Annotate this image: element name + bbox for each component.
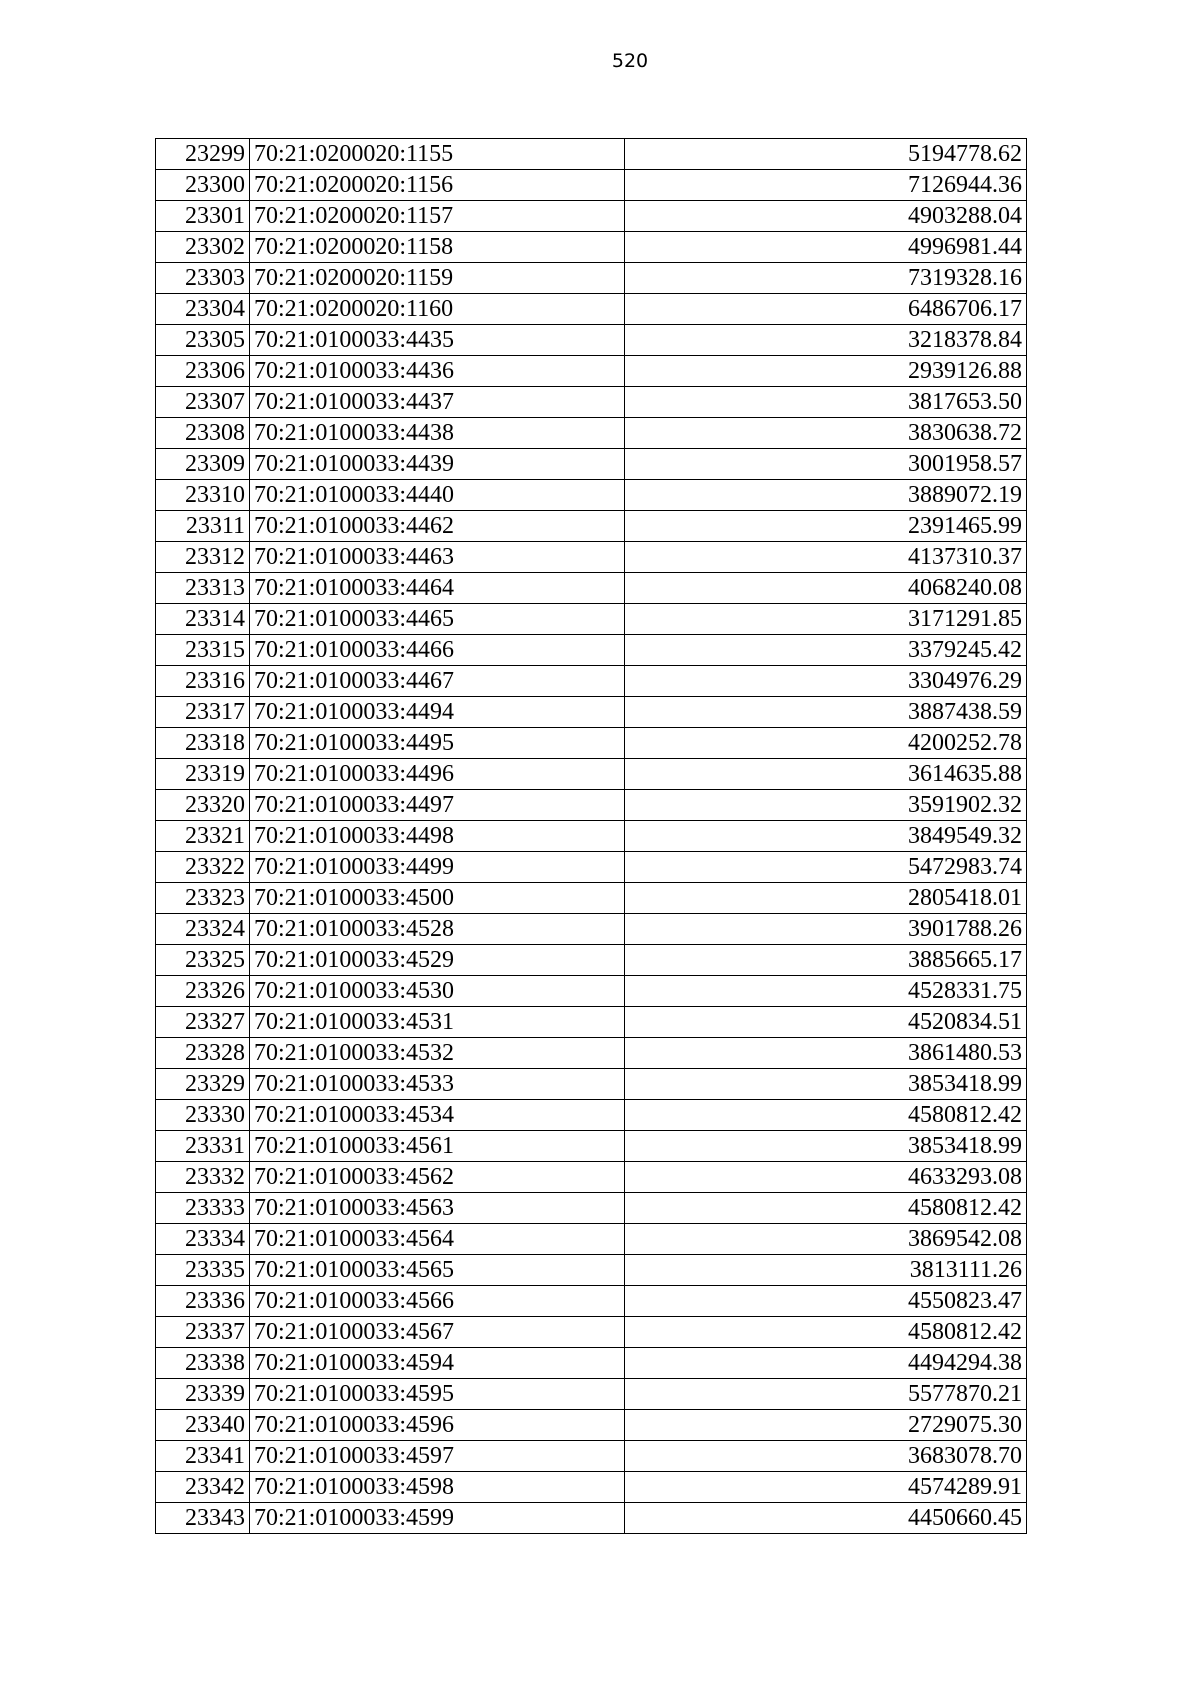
table-row	[156, 1503, 1027, 1534]
cadastral-number-cell: 70:21:0100033:4563	[250, 1193, 625, 1224]
table-row	[156, 573, 1027, 604]
table-row	[156, 1007, 1027, 1038]
cadastral-value-cell: 5472983.74	[625, 852, 1027, 883]
table-body	[156, 139, 1027, 1534]
row-number-cell: 23327	[156, 1007, 250, 1038]
cadastral-value-cell: 4528331.75	[625, 976, 1027, 1007]
cadastral-value-cell: 4068240.08	[625, 573, 1027, 604]
cadastral-value-cell: 3683078.70	[625, 1441, 1027, 1472]
table-row	[156, 635, 1027, 666]
row-number-cell: 23328	[156, 1038, 250, 1069]
cadastral-value-cell: 4903288.04	[625, 201, 1027, 232]
cadastral-value-cell: 4633293.08	[625, 1162, 1027, 1193]
cadastral-value-cell: 3591902.32	[625, 790, 1027, 821]
table-row	[156, 170, 1027, 201]
cadastral-number-cell: 70:21:0200020:1155	[250, 139, 625, 170]
cadastral-number-cell: 70:21:0100033:4439	[250, 449, 625, 480]
row-number-cell: 23334	[156, 1224, 250, 1255]
cadastral-value-cell: 3861480.53	[625, 1038, 1027, 1069]
table-row	[156, 1472, 1027, 1503]
cadastral-number-cell: 70:21:0100033:4497	[250, 790, 625, 821]
table-row	[156, 1224, 1027, 1255]
cadastral-number-cell: 70:21:0100033:4437	[250, 387, 625, 418]
row-number-cell: 23320	[156, 790, 250, 821]
cadastral-number-cell: 70:21:0200020:1158	[250, 232, 625, 263]
table-row	[156, 449, 1027, 480]
cadastral-number-cell: 70:21:0200020:1156	[250, 170, 625, 201]
cadastral-value-cell: 3171291.85	[625, 604, 1027, 635]
row-number-cell: 23341	[156, 1441, 250, 1472]
table-row	[156, 1038, 1027, 1069]
table-row	[156, 263, 1027, 294]
row-number-cell: 23317	[156, 697, 250, 728]
row-number-cell: 23306	[156, 356, 250, 387]
cadastral-value-cell: 3830638.72	[625, 418, 1027, 449]
table-row	[156, 542, 1027, 573]
table-row	[156, 821, 1027, 852]
row-number-cell: 23308	[156, 418, 250, 449]
row-number-cell: 23311	[156, 511, 250, 542]
cadastral-number-cell: 70:21:0100033:4598	[250, 1472, 625, 1503]
row-number-cell: 23331	[156, 1131, 250, 1162]
row-number-cell: 23300	[156, 170, 250, 201]
row-number-cell: 23304	[156, 294, 250, 325]
table-row	[156, 1131, 1027, 1162]
cadastral-value-cell: 4580812.42	[625, 1100, 1027, 1131]
row-number-cell: 23332	[156, 1162, 250, 1193]
row-number-cell: 23335	[156, 1255, 250, 1286]
cadastral-number-cell: 70:21:0100033:4594	[250, 1348, 625, 1379]
cadastral-value-cell: 2939126.88	[625, 356, 1027, 387]
cadastral-value-cell: 3379245.42	[625, 635, 1027, 666]
cadastral-value-cell: 5194778.62	[625, 139, 1027, 170]
cadastral-value-cell: 4580812.42	[625, 1193, 1027, 1224]
cadastral-value-cell: 3901788.26	[625, 914, 1027, 945]
row-number-cell: 23314	[156, 604, 250, 635]
cadastral-number-cell: 70:21:0100033:4564	[250, 1224, 625, 1255]
cadastral-number-cell: 70:21:0100033:4436	[250, 356, 625, 387]
table-row	[156, 511, 1027, 542]
table-row	[156, 1162, 1027, 1193]
cadastral-number-cell: 70:21:0100033:4499	[250, 852, 625, 883]
cadastral-number-cell: 70:21:0100033:4528	[250, 914, 625, 945]
cadastral-value-cell: 2805418.01	[625, 883, 1027, 914]
cadastral-number-cell: 70:21:0100033:4462	[250, 511, 625, 542]
table-row	[156, 976, 1027, 1007]
row-number-cell: 23318	[156, 728, 250, 759]
row-number-cell: 23313	[156, 573, 250, 604]
row-number-cell: 23310	[156, 480, 250, 511]
table-row	[156, 139, 1027, 170]
cadastral-number-cell: 70:21:0100033:4561	[250, 1131, 625, 1162]
row-number-cell: 23329	[156, 1069, 250, 1100]
cadastral-number-cell: 70:21:0100033:4495	[250, 728, 625, 759]
table-row	[156, 1255, 1027, 1286]
table-row	[156, 1441, 1027, 1472]
cadastral-number-cell: 70:21:0100033:4596	[250, 1410, 625, 1441]
row-number-cell: 23340	[156, 1410, 250, 1441]
cadastral-value-cell: 2391465.99	[625, 511, 1027, 542]
row-number-cell: 23324	[156, 914, 250, 945]
row-number-cell: 23325	[156, 945, 250, 976]
cadastral-number-cell: 70:21:0100033:4532	[250, 1038, 625, 1069]
cadastral-value-cell: 3869542.08	[625, 1224, 1027, 1255]
table-row	[156, 852, 1027, 883]
row-number-cell: 23338	[156, 1348, 250, 1379]
cadastral-number-cell: 70:21:0100033:4565	[250, 1255, 625, 1286]
cadastral-number-cell: 70:21:0100033:4463	[250, 542, 625, 573]
table-row	[156, 1317, 1027, 1348]
row-number-cell: 23305	[156, 325, 250, 356]
cadastral-value-cell: 4200252.78	[625, 728, 1027, 759]
table-row	[156, 1286, 1027, 1317]
cadastral-value-table	[155, 138, 1027, 1534]
table-row	[156, 232, 1027, 263]
row-number-cell: 23301	[156, 201, 250, 232]
cadastral-value-cell: 3304976.29	[625, 666, 1027, 697]
cadastral-value-cell: 3885665.17	[625, 945, 1027, 976]
cadastral-number-cell: 70:21:0100033:4438	[250, 418, 625, 449]
row-number-cell: 23337	[156, 1317, 250, 1348]
cadastral-value-cell: 3813111.26	[625, 1255, 1027, 1286]
cadastral-number-cell: 70:21:0100033:4465	[250, 604, 625, 635]
row-number-cell: 23302	[156, 232, 250, 263]
row-number-cell: 23323	[156, 883, 250, 914]
table-row	[156, 666, 1027, 697]
row-number-cell: 23343	[156, 1503, 250, 1534]
row-number-cell: 23336	[156, 1286, 250, 1317]
cadastral-value-cell: 3853418.99	[625, 1131, 1027, 1162]
cadastral-value-cell: 4494294.38	[625, 1348, 1027, 1379]
cadastral-value-cell: 3887438.59	[625, 697, 1027, 728]
row-number-cell: 23307	[156, 387, 250, 418]
row-number-cell: 23333	[156, 1193, 250, 1224]
cadastral-value-cell: 3218378.84	[625, 325, 1027, 356]
cadastral-value-cell: 2729075.30	[625, 1410, 1027, 1441]
cadastral-value-cell: 3853418.99	[625, 1069, 1027, 1100]
cadastral-number-cell: 70:21:0100033:4466	[250, 635, 625, 666]
cadastral-number-cell: 70:21:0100033:4440	[250, 480, 625, 511]
cadastral-number-cell: 70:21:0100033:4530	[250, 976, 625, 1007]
cadastral-value-cell: 3001958.57	[625, 449, 1027, 480]
cadastral-value-cell: 3889072.19	[625, 480, 1027, 511]
cadastral-number-cell: 70:21:0100033:4496	[250, 759, 625, 790]
table-row	[156, 759, 1027, 790]
cadastral-number-cell: 70:21:0100033:4467	[250, 666, 625, 697]
cadastral-value-cell: 5577870.21	[625, 1379, 1027, 1410]
row-number-cell: 23326	[156, 976, 250, 1007]
row-number-cell: 23321	[156, 821, 250, 852]
cadastral-value-cell: 4580812.42	[625, 1317, 1027, 1348]
cadastral-number-cell: 70:21:0100033:4597	[250, 1441, 625, 1472]
cadastral-value-cell: 4450660.45	[625, 1503, 1027, 1534]
table-row	[156, 1410, 1027, 1441]
cadastral-number-cell: 70:21:0100033:4533	[250, 1069, 625, 1100]
cadastral-value-cell: 6486706.17	[625, 294, 1027, 325]
row-number-cell: 23342	[156, 1472, 250, 1503]
cadastral-value-cell: 4574289.91	[625, 1472, 1027, 1503]
table-row	[156, 883, 1027, 914]
page-number: 520	[611, 50, 649, 72]
table-row	[156, 945, 1027, 976]
row-number-cell: 23299	[156, 139, 250, 170]
table-row	[156, 1100, 1027, 1131]
cadastral-value-cell: 4550823.47	[625, 1286, 1027, 1317]
table-row	[156, 790, 1027, 821]
cadastral-number-cell: 70:21:0100033:4529	[250, 945, 625, 976]
row-number-cell: 23322	[156, 852, 250, 883]
table-row	[156, 418, 1027, 449]
row-number-cell: 23319	[156, 759, 250, 790]
cadastral-value-cell: 4137310.37	[625, 542, 1027, 573]
table-row	[156, 1348, 1027, 1379]
cadastral-number-cell: 70:21:0100033:4464	[250, 573, 625, 604]
table-row	[156, 914, 1027, 945]
row-number-cell: 23303	[156, 263, 250, 294]
cadastral-value-cell: 3849549.32	[625, 821, 1027, 852]
row-number-cell: 23339	[156, 1379, 250, 1410]
cadastral-number-cell: 70:21:0100033:4498	[250, 821, 625, 852]
row-number-cell: 23330	[156, 1100, 250, 1131]
cadastral-number-cell: 70:21:0100033:4599	[250, 1503, 625, 1534]
table-row	[156, 1379, 1027, 1410]
row-number-cell: 23312	[156, 542, 250, 573]
row-number-cell: 23316	[156, 666, 250, 697]
cadastral-value-cell: 7319328.16	[625, 263, 1027, 294]
row-number-cell: 23309	[156, 449, 250, 480]
table-row	[156, 201, 1027, 232]
cadastral-number-cell: 70:21:0100033:4566	[250, 1286, 625, 1317]
table-row	[156, 1069, 1027, 1100]
cadastral-number-cell: 70:21:0100033:4500	[250, 883, 625, 914]
cadastral-number-cell: 70:21:0200020:1160	[250, 294, 625, 325]
cadastral-value-cell: 3817653.50	[625, 387, 1027, 418]
cadastral-number-cell: 70:21:0100033:4595	[250, 1379, 625, 1410]
cadastral-number-cell: 70:21:0200020:1159	[250, 263, 625, 294]
table-row	[156, 387, 1027, 418]
cadastral-number-cell: 70:21:0100033:4531	[250, 1007, 625, 1038]
cadastral-value-cell: 4520834.51	[625, 1007, 1027, 1038]
cadastral-number-cell: 70:21:0100033:4562	[250, 1162, 625, 1193]
cadastral-number-cell: 70:21:0100033:4435	[250, 325, 625, 356]
table-row	[156, 480, 1027, 511]
table-row	[156, 697, 1027, 728]
table-row	[156, 604, 1027, 635]
cadastral-number-cell: 70:21:0200020:1157	[250, 201, 625, 232]
table-row	[156, 728, 1027, 759]
row-number-cell: 23315	[156, 635, 250, 666]
cadastral-number-cell: 70:21:0100033:4534	[250, 1100, 625, 1131]
cadastral-value-cell: 4996981.44	[625, 232, 1027, 263]
cadastral-number-cell: 70:21:0100033:4494	[250, 697, 625, 728]
table-row	[156, 294, 1027, 325]
cadastral-value-cell: 7126944.36	[625, 170, 1027, 201]
cadastral-number-cell: 70:21:0100033:4567	[250, 1317, 625, 1348]
table-row	[156, 1193, 1027, 1224]
table-row	[156, 356, 1027, 387]
table-row	[156, 325, 1027, 356]
cadastral-value-cell: 3614635.88	[625, 759, 1027, 790]
